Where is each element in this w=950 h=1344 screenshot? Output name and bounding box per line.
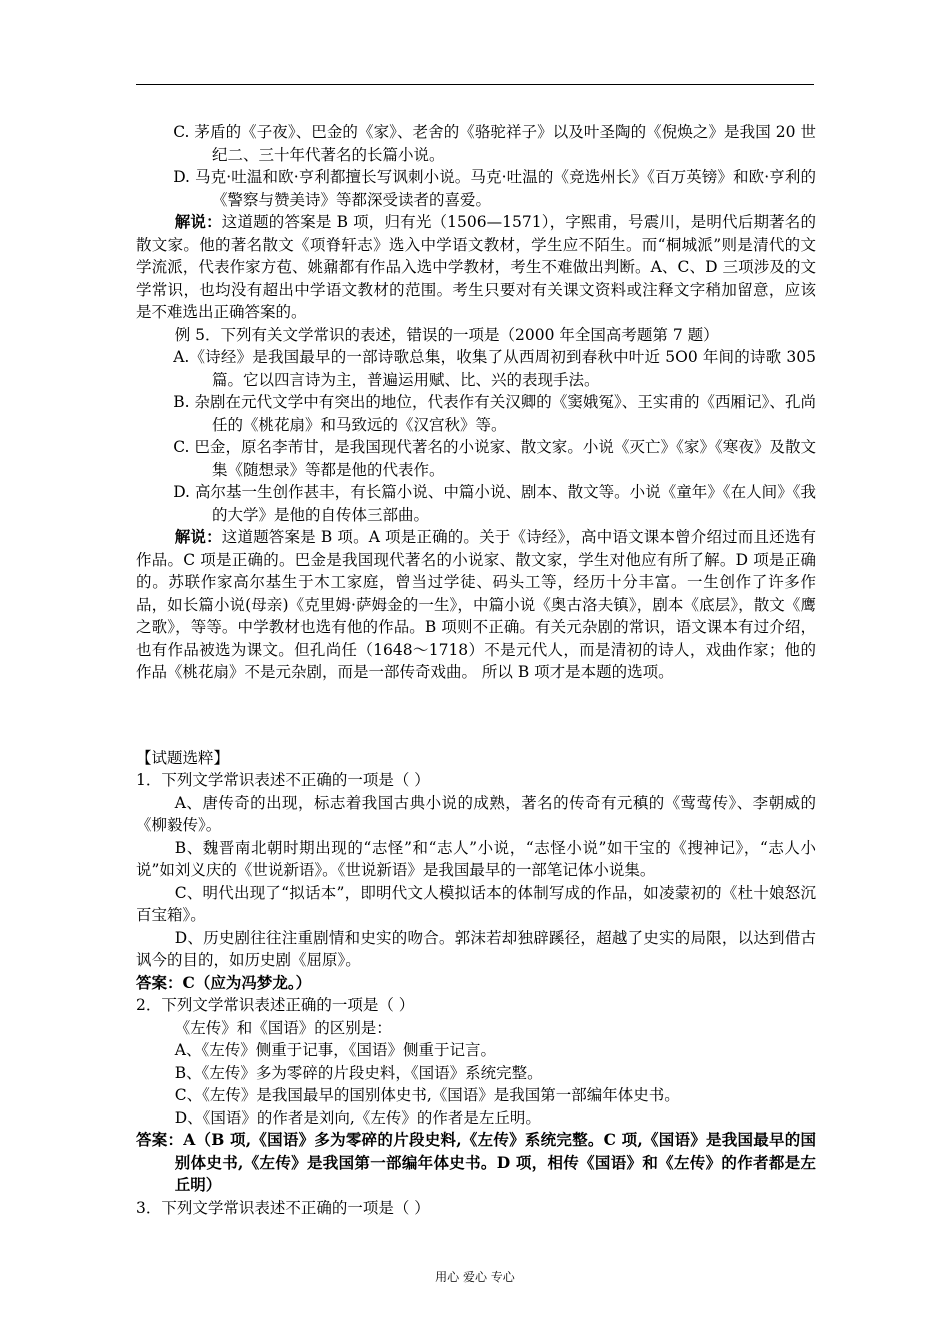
question-1-option-c: C、明代出现了“拟话本”，即明代文人模拟话本的体制写成的作品，如凌蒙初的《杜十娘怒沉百宝箱》。 <box>136 883 816 924</box>
example5-explanation <box>136 526 816 684</box>
document-body <box>136 121 816 1219</box>
question-2-answer: 答案：A（B 项,《国语》多为零碎的片段史料,《左传》系统完整。C 项,《国语》是我国最早的国别体史书,《左传》是我国第一部编年体史书。D 项，相传《国语》和《左传》的作者都是左丘明） <box>136 1130 816 1194</box>
question-1-option-d: D、历史剧往往注重剧情和史实的吻合。郭沫若却独辟蹊径，超越了史实的局限，以达到借古讽今的目的，如历史剧《屈原》。 <box>136 928 816 969</box>
question-1-answer: 答案：C（应为冯梦龙。） <box>136 972 312 992</box>
page-footer: 用心 爱心 专心 <box>435 1270 515 1284</box>
example4-option-d: D. 马克·吐温和欧·亨利都擅长写讽刺小说。马克·吐温的《竞选州长》《百万英镑》和欧·亨利的《警察与赞美诗》等都深受读者的喜爱。 <box>173 168 816 209</box>
question-2-intro: 《左传》和《国语》的区别是： <box>174 1018 392 1037</box>
explanation-text: 这道题的答案是 B 项，归有光（1506—1571），字熙甫，号震川，是明代后期著名的散文家。他的著名散文《项脊轩志》选入中学语文教材，学生应不陌生。而“桐城派”则是清代的文学流派，代表作家方苞、姚鼐都有作品入选中学教材，考生不难做出判断。A、C、D 三项涉及的文学常识，也均没有超出中学语文教材的范围。考生只要对有关课文资料或注释文字稍加留意，应该是不难选出正确答案的。 <box>136 213 816 321</box>
spacer <box>136 684 816 747</box>
question-2-option-c: C、《左传》是我国最早的国别体史书,《国语》是我国第一部编年体史书。 <box>174 1086 680 1104</box>
question-2-option-d: D、《国语》的作者是刘向,《左传》的作者是左丘明。 <box>174 1108 541 1127</box>
example5-option-d: D. 高尔基一生创作甚丰，有长篇小说、中篇小说、剧本、散文等。小说《童年》《在人间》《我的大学》是他的自传体三部曲。 <box>173 483 816 524</box>
example4-explanation <box>136 211 816 324</box>
section-title: 【试题选粹】 <box>136 748 230 767</box>
question-1-option-a: A、唐传奇的出现，标志着我国古典小说的成熟，著名的传奇有元稹的《莺莺传》、李朝威的《柳毅传》。 <box>136 793 816 834</box>
example5-option-b: B. 杂剧在元代文学中有突出的地位，代表作有关汉卿的《窦娥冤》、王实甫的《西厢记》、孔尚任的《桃花扇》和马致远的《汉宫秋》等。 <box>173 393 816 434</box>
example5-stem: 例 5．下列有关文学常识的表述，错误的一项是（2000 年全国高考题第 7 题） <box>174 325 719 344</box>
example5-option-a: A.《诗经》是我国最早的一部诗歌总集，收集了从西周初到春秋中叶近 5O0 年间的诗歌 305 篇。它以四言诗为主，普遍运用赋、比、兴的表现手法。 <box>173 348 816 389</box>
explanation-label: 解说： <box>174 527 222 546</box>
question-2-stem: 2．下列文学常识表述正确的一项是（ ） <box>136 996 415 1014</box>
example5-option-c: C. 巴金，原名李芾甘，是我国现代著名的小说家、散文家。小说《灭亡》《家》《寒夜》及散文集《随想录》等都是他的代表作。 <box>173 438 816 479</box>
question-2-option-b: B、《左传》多为零碎的片段史料，《国语》系统完整。 <box>174 1063 543 1082</box>
question-1-stem: 1．下列文学常识表述不正确的一项是（ ） <box>136 771 430 789</box>
example4-option-c: C. 茅盾的《子夜》、巴金的《家》、老舍的《骆驼祥子》以及叶圣陶的《倪焕之》是我国 20 世纪二、三十年代著名的长篇小说。 <box>173 123 816 164</box>
question-1-option-b: B、魏晋南北朝时期出现的“志怪”和“志人”小说，“志怪小说”如干宝的《搜神记》，“志人小说”如刘义庆的《世说新语》。《世说新语》是我国最早的一部笔记体小说集。 <box>136 838 816 879</box>
explanation-label: 解说： <box>174 212 222 231</box>
question-2-option-a: A、《左传》侧重于记事，《国语》侧重于记言。 <box>174 1041 496 1059</box>
header-rule <box>136 84 814 85</box>
explanation-text: 这道题答案是 B 项。A 项是正确的。关于《诗经》，高中语文课本曾介绍过而且还选有作品。C 项是正确的。巴金是我国现代著名的小说家、散文家，学生对他应有所了解。D 项是正确的。苏联作家高尔基生于木工家庭，曾当过学徒、码头工等，经历十分丰富。一生创作了许多作品，如长篇小说(母亲)《克里姆·萨姆金的一生》，中篇小说《奥古洛夫镇》，剧本《底层》，散文《鹰之歌》，等等。中学教材也选有他的作品。B 项则不正确。有关元杂剧的常识，语文课本有过介绍，也有作品被选为课文。但孔尚任（1648～1718）不是元代人，而是清初的诗人，戏曲作家；他的作品《桃花扇》不是元杂剧，而是一部传奇戏曲。 所以 B 项才是本题的选项。 <box>136 528 816 681</box>
question-3-stem: 3．下列文学常识表述不正确的一项是（ ） <box>136 1198 430 1217</box>
